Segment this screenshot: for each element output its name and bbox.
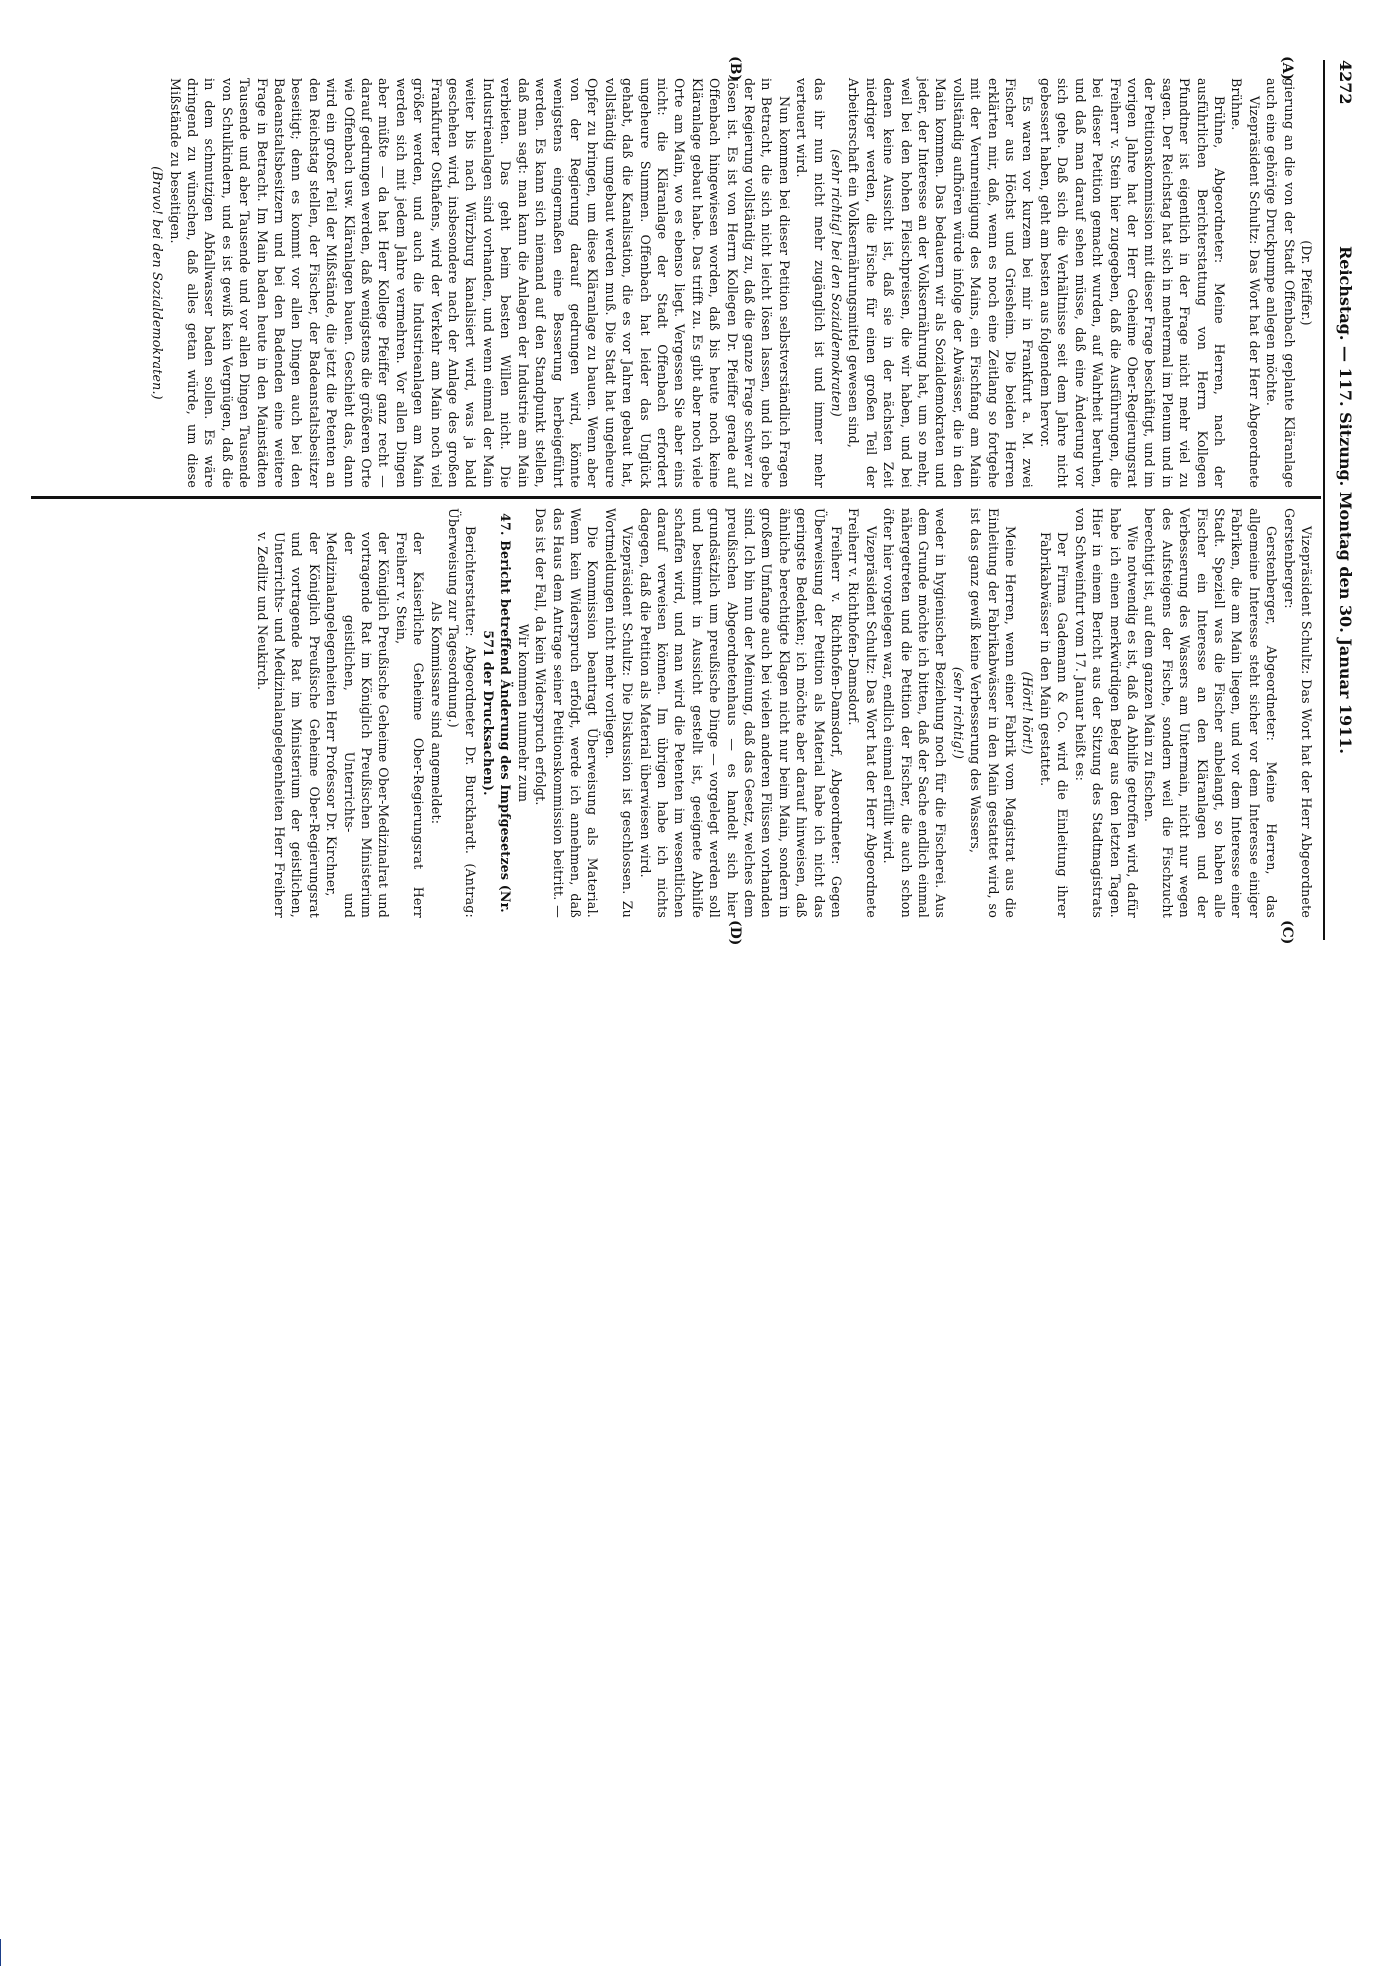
page-number: 4272 [1336, 60, 1355, 105]
paragraph-vice-president: Vizepräsident Schultz: Die Diskussion ist geschlossen. Zu Wortmeldungen nicht mehr vorliegen. [602, 508, 636, 918]
paragraph-speech: Gerstenberger, Abgeordneter: Meine Herren, das allgemeine Interesse steht sicher vor dem Interesse einiger Fabriken, die am Main liegen, und vor dem Interesse einer Stadt. Speziell was die Fischer anbelangt, so haben alle Fischer ein Interesse an den Kläranlagen und der Verbesserung des Wassers am Untermain, nicht nur wegen des Aufsteigens der Fische, sondern weil die Fischzucht berechtigt ist, auf dem ganzen Main zu fischen. [1142, 508, 1280, 918]
margin-marker-a: (A) [1279, 56, 1295, 81]
dfg-logo-icon [0, 1939, 1, 1966]
page-title: Reichstag. — 117. Sitzung. Montag den 30. Januar 1911. [1336, 245, 1355, 754]
interjection: (Bravo! bei den Sozialdemokraten.) [150, 166, 166, 400]
speaker-note: (Dr. Pfeiffer.) [1299, 240, 1314, 326]
interjection: (sehr richtig! bei den Sozialdemokraten) [829, 149, 845, 417]
interjection: (sehr richtig!) [950, 666, 966, 760]
paragraph-speech: weder in hygienischer Beziehung noch für die Fischerei. Aus dem Grunde möchte ich bitten, daß der Sache endlich einmal nähergetreten und die Petition der Fischer, die auch schon öfter hier vorgelegen war, endlich einmal erfüllt wird. [881, 508, 949, 918]
paragraph-speech: Wie notwendig es ist, daß da Abhilfe getroffen wird, dafür habe ich einen merkwürdigen Beleg aus den letzten Tagen. Hier in einem Bericht aus der Sitzung des Stadtmagistrats von Schweinfurt vom 17. Januar heißt es: [1072, 508, 1140, 918]
commissioners-heading: Als Kommissare sind angemeldet: [428, 601, 444, 825]
paragraph-speech: Es waren vor kurzem bei mir in Frankfurt a. M. zwei Fischer aus Höchst und Griesheim. Die beiden Herren erklärten mir, daß, wenn es noch eine Zeitlang so fortgehe mit der Verunreinigung des Mains, ein Fischfang am Main vollständig aufhören würde infolge der Abwässer, die in den Main kommen. Das bedauern wir als Sozialdemokraten und jeder, der Interesse an der Volksernährung hat, um so mehr, weil bei den hohen Fleischpreisen, die wir haben, und bei denen keine Aussicht ist, daß sie in der nächsten Zeit niedriger werden, die Fische für einen großen Teil der Arbeiterschaft ein Volksernährungsmittel gewesen sind, [846, 78, 1036, 488]
commissioner-entry: der Kaiserliche Geheime Ober-Regierungsrat Herr Freiherr v. Stein, [393, 532, 427, 918]
agenda-item-title: 47. Bericht betreffend Änderung des Impfgesetzes (Nr. 571 der Drucksachen). [480, 513, 514, 913]
margin-marker-b: (B) [727, 56, 743, 82]
funding-credit-strip [2, 2, 18, 992]
commissioner-entry: der Königlich Preußische Geheime Ober-Regierungsrat und vortragende Rat im Ministerium der geistlichen, Unterrichts- und Medizinalangelegenheiten Herr Freiherr v. Zedlitz und Neukirch. [254, 532, 322, 918]
paragraph-speech: Freiherr v. Richthofen-Damsdorf, Abgeordneter: Gegen Überweisung der Petition als Material habe ich nicht das geringste Bedenken; ich möchte aber darauf hinweisen, daß ähnliche berechtigte Klagen nicht nur beim Main, sondern in großem Umfange auch bei vielen anderen Flüssen vorhanden sind. Ich bin nun der Meinung, daß das Gesetz, welches dem preußischen Abgeordnetenhaus — es handelt sich hier grundsätzlich um preußische Dinge — vorgelegt werden soll und bestimmt in Aussicht gestellt ist, geeignete Abhilfe schaffen wird, und man wird die Petenten im wesentlichen darauf verweisen können. Im übrigen habe ich nichts dagegen, daß die Petition als Material überwiesen wird. [637, 508, 845, 918]
right-column [253, 508, 1315, 918]
paragraph: gierung an die von der Stadt Offenbach geplante Kläranlage auch eine gehörige Druckpumpe anlegen möchte. [1264, 78, 1297, 488]
quoted-report: Der Firma Gademann & Co. wird die Einleitung ihrer Fabrikabwässer in den Main gestattet. [1037, 532, 1071, 918]
commissioner-entry: der Königlich Preußische Geheime Ober-Medizinalrat und vortragende Rat im Königlich Preußischen Ministerium der geistlichen, Unterrichts- und Medizinalangelegenheiten Herr Professor Dr. Kirchner, [324, 532, 392, 918]
paragraph-speech: Meine Herren, wenn einer Fabrik vom Magistrat aus die Einleitung der Fabrikabwässer in den Main gestattet wird, so ist das ganz gewiß keine Verbesserung des Wassers, [968, 508, 1019, 918]
running-header [1333, 60, 1355, 940]
paragraph-speech: Brühne, Abgeordneter: Meine Herren, nach der ausführlichen Berichterstattung von Herrn Kollegen Pfundtner ist eigentlich in der Frage nicht mehr viel zu sagen. Der Reichstag hat sich in mehrermal im Plenum und in der Petitionskommission mit dieser Frage beschäftigt, und im vorigen Jahre hat der Herr Geheime Ober-Regierungsrat Freiherr v. Stein hier zugegeben, daß die Ausführungen, die bei dieser Petition gemacht wurden, auf Wahrheit beruhen, und daß man darauf sehen müsse, daß eine Änderung vor sich gehe. Daß sich die Verhältnisse seit dem Jahre nicht gebessert haben, geht am besten aus folgendem hervor. [1037, 78, 1227, 488]
paragraph: Wir kommen nunmehr zum [515, 623, 531, 803]
paragraph-speech: das ihr nun nicht mehr zugänglich ist und immer mehr verteuert wird. [794, 78, 827, 488]
interjection: (Hört! hört!) [1020, 671, 1036, 755]
margin-marker-d: (D) [727, 920, 743, 946]
margin-marker-c: (C) [1279, 920, 1295, 945]
paragraph-speech: Nun kommen bei dieser Petition selbstverständlich Fragen in Betracht, die sich nicht leicht lösen lassen, und ich gebe der Regierung vollständig zu, daß die ganze Frage schwer zu lösen ist. Es ist von Herrn Kollegen Dr. Pfeiffer gerade auf Offenbach hingewiesen worden, daß bis heute noch keine Kläranlage gebaut habe. Das trifft zu. Es gibt aber noch viele Orte am Main, wo es ebenso liegt. Vergessen Sie aber eins nicht: die Kläranlage der Stadt Offenbach erfordert ungeheure Summen. Offenbach hat leider das Unglück gehabt, daß die Kanalisation, die es vor Jahren gebaut hat, vollständig umgebaut werden muß. Die Stadt hat ungeheure Opfer zu bringen, um diese Kläranlage zu bauen. Wenn aber von der Regierung darauf gedrungen wird, könnte wenigstens eingermaßen eine Besserung herbeigeführt werden. Es kann sich niemand auf den Standpunkt stellen, daß man sagt: man kann die Anlagen der Industrie am Main verbieten. Das geht beim besten Willen nicht. Die Industrieanlagen sind vorhanden, und wenn einmal der Main weiter bis nach Würzburg kanalisiert wird, was ja bald geschehen wird, insbesondere nach der Anlage des großen Frankfurter Osthafens, wird der Verkehr am Main noch viel größer werden, und auch die Industrieanlagen am Main werden sich mit jedem Jahre vermehren. Vor allen Dingen aber müßte — da hat Herr Kollege Pfeiffer ganz recht — darauf gedrungen werden, daß wenigstens die größeren Orte wie Offenbach usw. Kläranlagen bauen. Geschieht das, dann wird ein großer Teil der Mißstände, die jetzt die Petenten an den Reichstag stellen, der Fischer, der Badeanstaltsbesitzer beseitigt; denn es kommt vor allen Dingen auch bei den Badeanstaltsbesitzern und bei den Badenden eine weitere Frage in Betracht. Im Main baden heute in den Mainstädten Tausende und aber Tausende und vor allen Dingen Tausende von Schulkindern, und es ist gewiß kein Vergnügen, daß die in dem schmutzigen Abfallwasser baden sollen. Es wäre dringend zu wünschen, daß alles getan würde, um diese Mißstände zu beseitigen. [167, 78, 792, 488]
paragraph: Berichterstatter: Abgeordneter Dr. Burckhardt. (Antrag: Überweisung zur Tagesordnung.) [446, 508, 479, 918]
paragraph-vice-president: Vizepräsident Schultz: Das Wort hat der Herr Abgeordnete Brühne. [1229, 78, 1262, 488]
paragraph: Die Kommission beantragt Überweisung als Material. Wenn kein Widerspruch erfolgt, werde ich annehmen, daß das Haus dem Antrage seiner Petitionskommission beitritt. — Das ist der Fall, da kein Widerspruch erfolgt. [533, 508, 601, 918]
header-rule [1323, 60, 1325, 940]
left-column [149, 78, 1315, 488]
paragraph-vice-president: Vizepräsident Schultz: Das Wort hat der Herr Abgeordnete Freiherr v. Richthofen-Damsdorf. [846, 508, 879, 918]
column-divider [31, 496, 1321, 499]
paragraph-vice-president: Vizepräsident Schultz: Das Wort hat der Herr Abgeordnete Gerstenberger: [1281, 508, 1314, 918]
